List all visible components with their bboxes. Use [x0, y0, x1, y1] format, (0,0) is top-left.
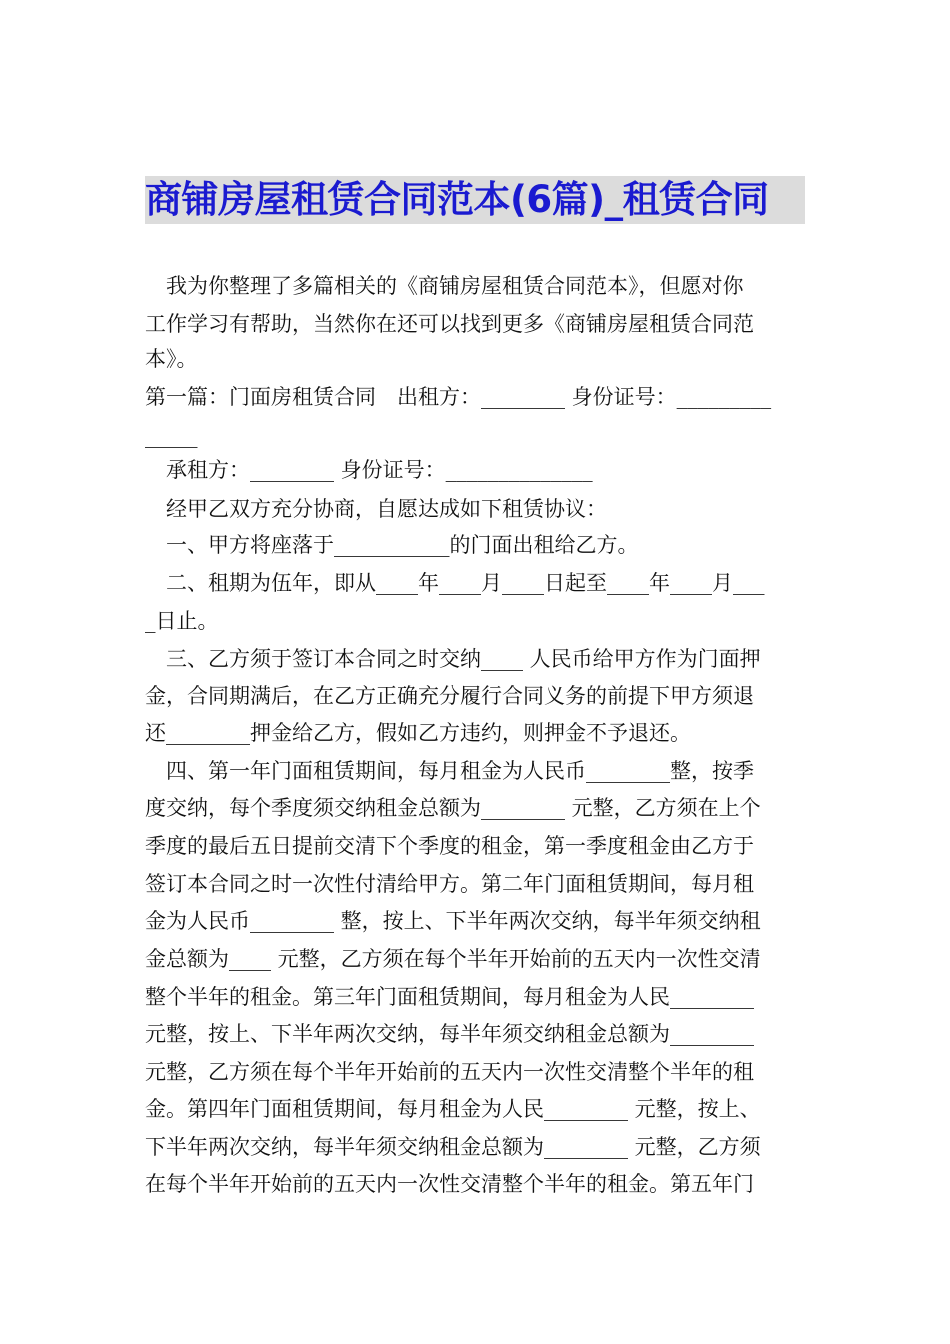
clause-4-line-11: 下半年两次交纳，每半年须交纳租金总额为________ 元整，乙方须 [145, 1135, 761, 1159]
clause-4-line-9: 元整，乙方须在每个半年开始前的五天内一次性交清整个半年的租 [145, 1060, 754, 1084]
clause-4-line-1: 四、第一年门面租赁期间，每月租金为人民币________整，按季 [166, 759, 754, 783]
clause-4-line-4: 签订本合同之时一次性付清给甲方。第二年门面租赁期间，每月租 [145, 872, 754, 896]
clause-4-line-5: 金为人民币________ 整，按上、下半年两次交纳，每半年须交纳租 [145, 909, 761, 933]
clause-2-line-2: _日止。 [145, 609, 219, 633]
clause-4-line-6: 金总额为____ 元整，乙方须在每个半年开始前的五天内一次性交清 [145, 947, 761, 971]
clause-4-line-12: 在每个半年开始前的五天内一次性交清整个半年的租金。第五年门 [145, 1172, 754, 1196]
paragraph-line: _____ [145, 424, 198, 448]
agreement-line: 经甲乙双方充分协商，自愿达成如下租赁协议： [166, 497, 607, 521]
clause-3-line-3: 还________押金给乙方，假如乙方违约，则押金不予退还。 [145, 721, 691, 745]
clause-4-line-2: 度交纳，每个季度须交纳租金总额为________ 元整，乙方须在上个 [145, 796, 761, 820]
clause-2-line-1: 二、租期为伍年，即从____年____月____日起至____年____月___ [166, 571, 765, 595]
clause-3-line-1: 三、乙方须于签订本合同之时交纳____ 人民币给甲方作为门面押 [166, 647, 761, 671]
intro-line-3: 本》。 [145, 347, 198, 371]
clause-1-line: 一、甲方将座落于___________的门面出租给乙方。 [166, 533, 639, 557]
clause-4-line-7: 整个半年的租金。第三年门面租赁期间，每月租金为人民________ [145, 985, 754, 1009]
clause-4-line-10: 金。第四年门面租赁期间，每月租金为人民________ 元整，按上、 [145, 1097, 761, 1121]
document-title: 商铺房屋租赁合同范本(6篇)_租赁合同 [145, 176, 805, 224]
intro-line-1: 我为你整理了多篇相关的《商铺房屋租赁合同范本》，但愿对你 [166, 274, 744, 298]
clause-4-line-8: 元整，按上、下半年两次交纳，每半年须交纳租金总额为________ [145, 1022, 754, 1046]
clause-3-line-2: 金，合同期满后，在乙方正确充分履行合同义务的前提下甲方须退 [145, 684, 754, 708]
section-heading-1: 第一篇：门面房租赁合同 出租方：________ 身份证号：_________ [145, 385, 772, 409]
clause-4-line-3: 季度的最后五日提前交清下个季度的租金，第一季度租金由乙方于 [145, 834, 754, 858]
lessee-line: 承租方：________ 身份证号：______________ [166, 458, 593, 482]
intro-line-2: 工作学习有帮助，当然你在还可以找到更多《商铺房屋租赁合同范 [145, 312, 754, 336]
